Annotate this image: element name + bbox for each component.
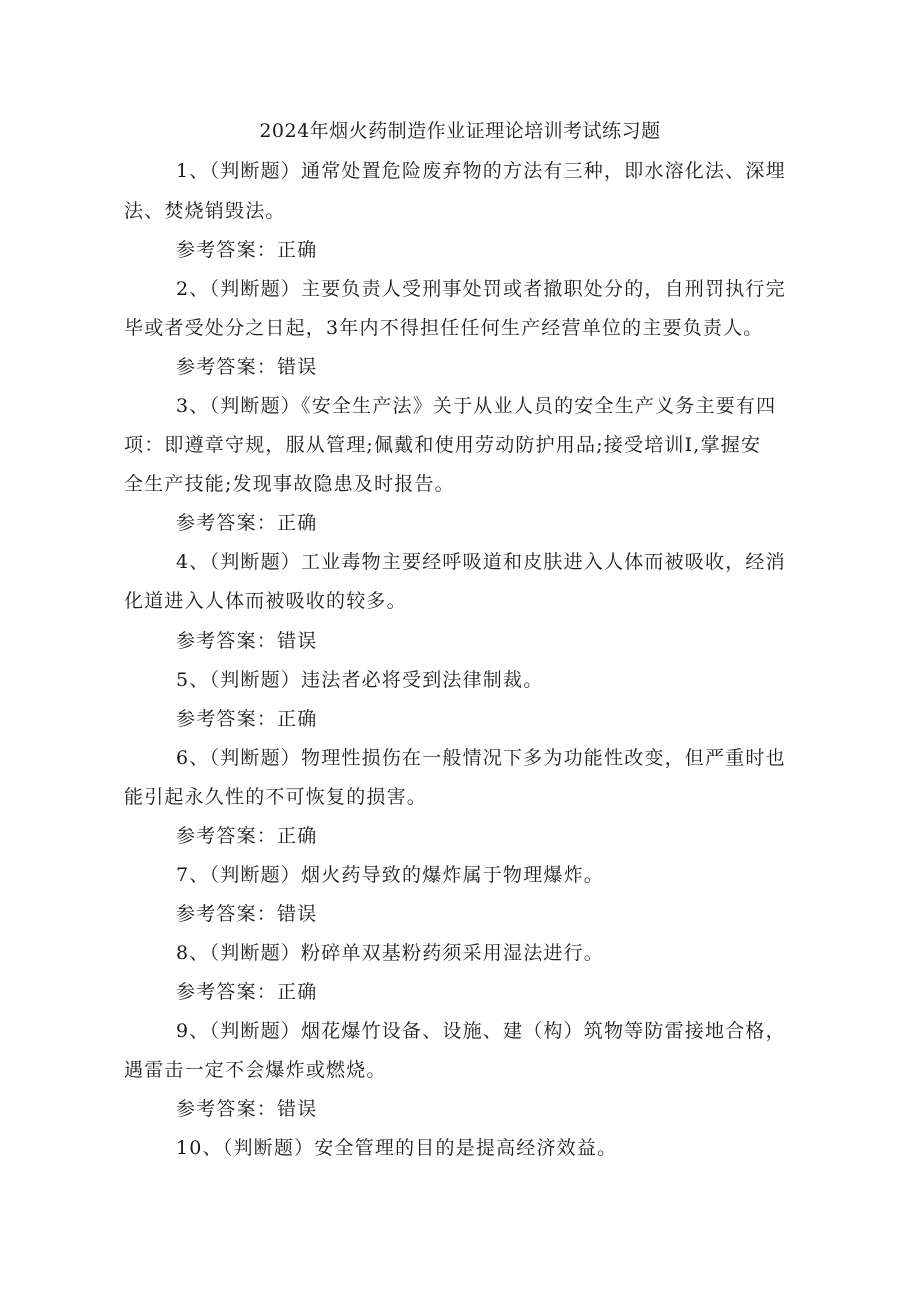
question-4-line-1: 4、（判断题）工业毒物主要经呼吸道和皮肤进入人体而被吸收，经消 [176,551,786,573]
question-1-line-1: 1、（判断题）通常处置危险废弃物的方法有三种，即水溶化法、深埋 [176,160,786,182]
question-6-line-2: 能引起永久性的不可恢复的损害。 [124,786,428,808]
question-8-line-1: 8、（判断题）粉碎单双基粉药须采用湿法进行。 [176,942,604,964]
question-5-line-1: 5、（判断题）违法者必将受到法律制裁。 [176,669,544,691]
question-6-line-1: 6、（判断题）物理性损伤在一般情况下多为功能性改变，但严重时也 [176,747,786,769]
question-7-line-1: 7、（判断题）烟火药导致的爆炸属于物理爆炸。 [176,864,604,886]
question-9-line-2: 遇雷击一定不会爆炸或燃烧。 [124,1059,387,1081]
question-10-line-1: 10、（判断题）安全管理的目的是提高经济效益。 [176,1137,618,1159]
question-3-line-3: 全生产技能;发现事故隐患及时报告。 [124,473,455,495]
answer-8: 参考答案：正确 [176,981,318,1003]
question-3-line-2: 项：即遵章守规，服从管理;佩戴和使用劳动防护用品;接受培训I,掌握安 [124,434,762,456]
document-title: 2024年烟火药制造作业证理论培训考试练习题 [259,120,661,142]
answer-5: 参考答案：正确 [176,708,318,730]
answer-4: 参考答案：错误 [176,630,318,652]
question-9-line-1: 9、（判断题）烟花爆竹设备、设施、建（构）筑物等防雷接地合格， [176,1020,786,1042]
answer-7: 参考答案：错误 [176,903,318,925]
question-2-line-2: 毕或者受处分之日起，3年内不得担任任何生产经营单位的主要负责人。 [124,317,764,339]
answer-3: 参考答案：正确 [176,512,318,534]
question-2-line-1: 2、（判断题）主要负责人受刑事处罚或者撤职处分的，自刑罚执行完 [176,278,786,300]
answer-6: 参考答案：正确 [176,825,318,847]
question-4-line-2: 化道进入人体而被吸收的较多。 [124,590,407,612]
answer-2: 参考答案：错误 [176,356,318,378]
answer-9: 参考答案：错误 [176,1098,318,1120]
question-1-line-2: 法、焚烧销毁法。 [124,200,286,222]
answer-1: 参考答案：正确 [176,239,318,261]
question-3-line-1: 3、（判断题）《安全生产法》关于从业人员的安全生产义务主要有四 [176,395,777,417]
